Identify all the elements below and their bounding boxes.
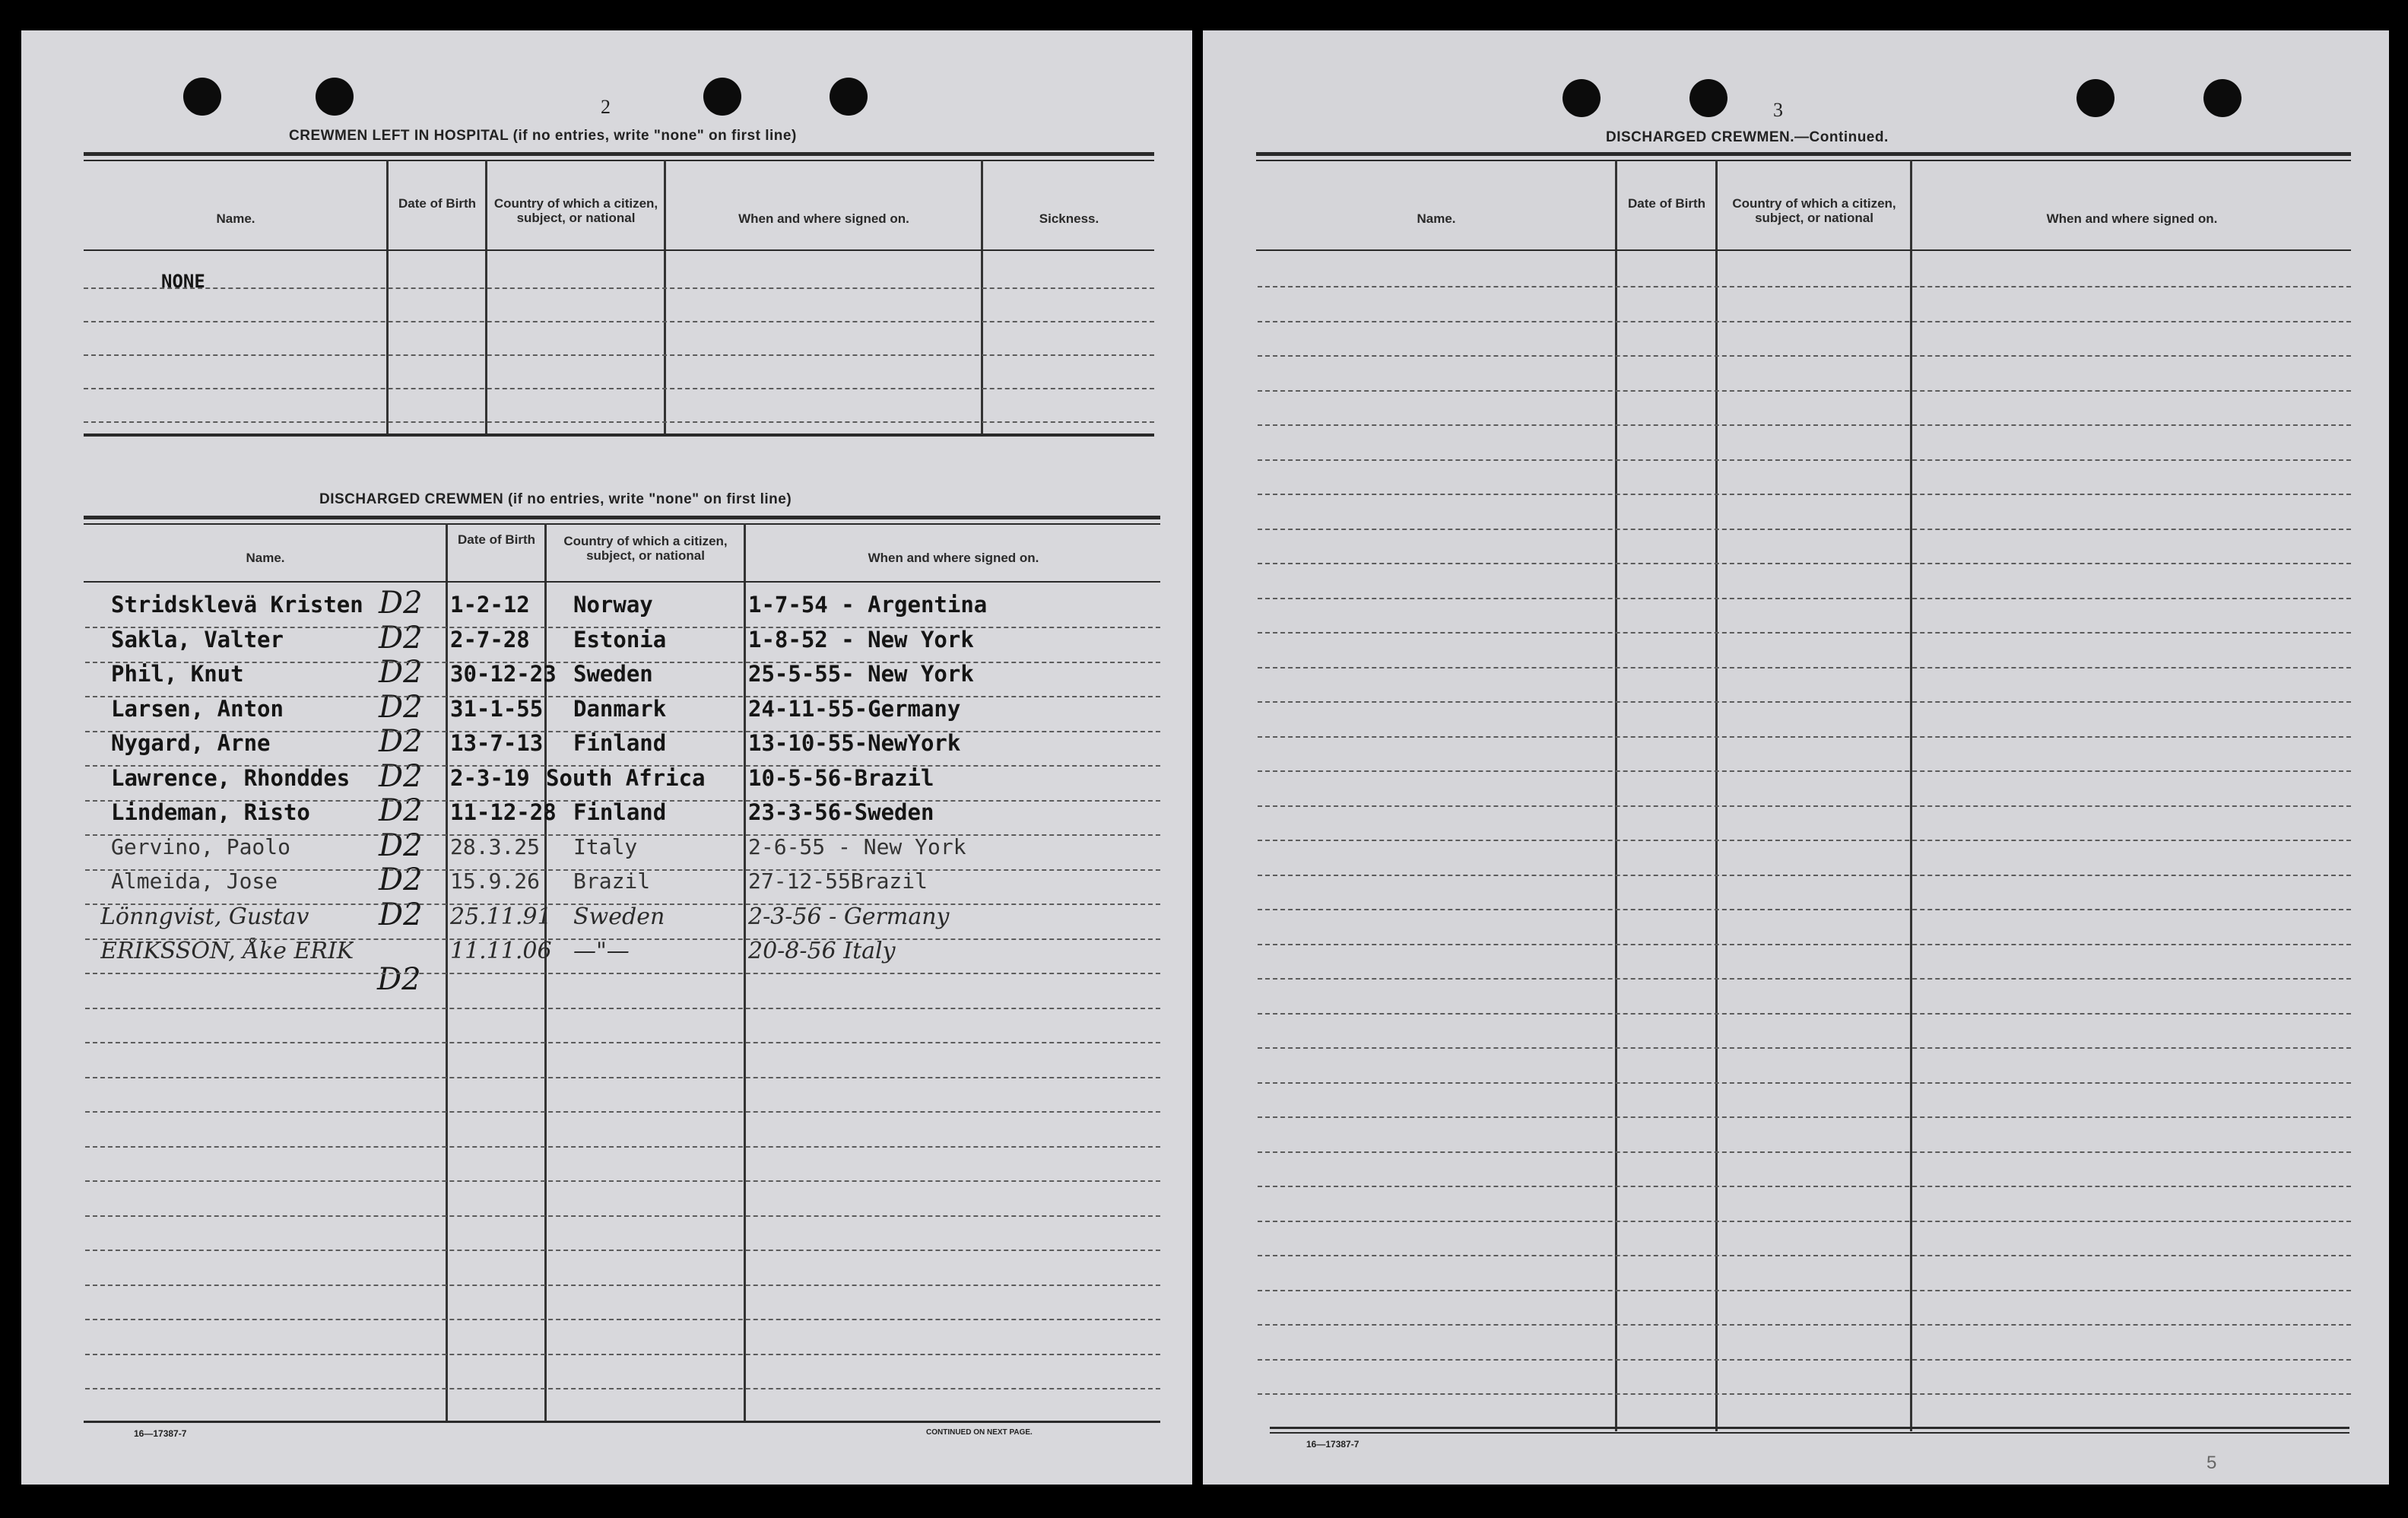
discharge-mark: D2 — [379, 724, 423, 759]
crew-country: Finland — [573, 799, 667, 825]
form-line — [85, 938, 1160, 940]
col-name-header: Name. — [1417, 211, 1456, 226]
discharge-mark: D2 — [379, 621, 423, 656]
crew-signed-on: 27-12-55Brazil — [748, 869, 928, 894]
form-line — [85, 1180, 1160, 1182]
form-line — [85, 765, 1160, 767]
crew-dob: 2-7-28 — [450, 627, 530, 653]
form-line — [84, 321, 1154, 322]
column-divider — [664, 160, 666, 437]
form-line — [84, 388, 1154, 389]
col-signed-header: When and where signed on. — [868, 551, 1039, 565]
crew-signed-on: 1-7-54 - Argentina — [748, 592, 988, 618]
crew-signed-on: 1-8-52 - New York — [748, 627, 974, 653]
form-number: 16—17387-7 — [134, 1428, 187, 1439]
form-line — [85, 973, 1160, 974]
form-line — [1258, 494, 2351, 495]
form-line — [85, 1111, 1160, 1113]
punch-hole — [830, 78, 868, 116]
form-line — [85, 1250, 1160, 1251]
crew-dob: 11.11.06 — [450, 938, 552, 964]
top-rule — [1256, 152, 2351, 156]
header-rule — [84, 581, 1160, 583]
top-rule-thin — [84, 160, 1154, 161]
form-line — [85, 1388, 1160, 1389]
column-divider — [446, 523, 448, 1421]
crew-country: —"— — [573, 938, 630, 964]
crew-dob: 28.3.25 — [450, 834, 541, 859]
hospital-none-entry: NONE — [161, 271, 205, 292]
top-rule-thin — [84, 523, 1160, 525]
form-line — [1258, 701, 2351, 703]
form-line — [84, 287, 1154, 289]
form-line — [1258, 875, 2351, 876]
discharge-mark: D2 — [379, 793, 423, 828]
crew-dob: 2-3-19 — [450, 765, 530, 791]
form-line — [85, 1354, 1160, 1355]
discharge-mark: D2 — [379, 897, 423, 932]
form-line — [1258, 1290, 2351, 1291]
crew-dob: 15.9.26 — [450, 869, 541, 894]
form-line — [1258, 1221, 2351, 1222]
col-country-header: Country of which a citizen, subject, or national — [493, 196, 658, 225]
form-line — [85, 834, 1160, 836]
form-line — [1258, 1186, 2351, 1187]
crew-name: Larsen, Anton — [111, 696, 284, 722]
crew-signed-on: 2-3-56 - Germany — [748, 903, 950, 930]
form-line — [85, 662, 1160, 663]
crew-name: Stridsklevä Kristen — [111, 592, 363, 618]
left-page — [21, 30, 1192, 1485]
discharge-mark: D2 — [379, 759, 423, 794]
form-line — [85, 696, 1160, 697]
col-country-header: Country of which a citizen, subject, or national — [1732, 196, 1896, 225]
crew-signed-on: 2-6-55 - New York — [748, 834, 966, 859]
crew-country: Brazil — [573, 869, 651, 894]
column-divider — [981, 160, 983, 437]
bottom-rule-thin — [1270, 1432, 2349, 1434]
form-line — [1258, 736, 2351, 738]
form-line — [85, 1285, 1160, 1286]
punch-hole — [183, 78, 221, 116]
column-divider — [1615, 160, 1617, 1431]
crew-country: Sweden — [573, 661, 653, 687]
form-line — [1258, 286, 2351, 287]
discharge-mark: D2 — [377, 962, 421, 997]
crew-dob: 25.11.91 — [450, 903, 552, 930]
crew-country: Estonia — [573, 627, 667, 653]
column-divider — [386, 160, 389, 437]
col-sickness-header: Sickness. — [1039, 211, 1099, 226]
form-line — [1258, 978, 2351, 980]
crew-signed-on: 10-5-56-Brazil — [748, 765, 934, 791]
form-line — [84, 421, 1154, 423]
top-rule — [84, 152, 1154, 156]
form-line — [1258, 1013, 2351, 1015]
col-dob-header: Date of Birth — [458, 532, 535, 547]
form-line — [85, 1146, 1160, 1148]
col-dob-header: Date of Birth — [1628, 196, 1705, 211]
form-line — [1258, 909, 2351, 910]
crew-name: Sakla, Valter — [111, 627, 284, 653]
col-signed-header: When and where signed on. — [738, 211, 909, 226]
form-line — [1258, 1047, 2351, 1049]
discharged-section-title: DISCHARGED CREWMEN (if no entries, write "none" on first line) — [319, 491, 792, 507]
crew-dob: 30-12-23 — [450, 661, 557, 687]
form-line — [1258, 770, 2351, 772]
col-dob-header: Date of Birth — [398, 196, 476, 211]
form-line — [1258, 1082, 2351, 1084]
corner-mark: 5 — [2207, 1453, 2217, 1473]
column-divider — [744, 523, 746, 1421]
form-line — [85, 1042, 1160, 1043]
header-rule — [1256, 249, 2351, 251]
form-line — [85, 1319, 1160, 1320]
form-line — [1258, 1359, 2351, 1361]
crew-dob: 31-1-55 — [450, 696, 544, 722]
crew-signed-on: 24-11-55-Germany — [748, 696, 961, 722]
page-number: 3 — [1773, 99, 1783, 121]
column-divider — [1715, 160, 1718, 1431]
punch-hole — [2203, 79, 2241, 117]
bottom-rule — [84, 1421, 1160, 1423]
form-line — [85, 731, 1160, 732]
top-rule-thin — [1256, 160, 2351, 161]
form-line — [85, 1008, 1160, 1009]
form-line — [1258, 1116, 2351, 1118]
form-line — [85, 869, 1160, 871]
right-page — [1203, 30, 2389, 1485]
crew-country: South Africa — [546, 765, 706, 791]
form-line — [85, 627, 1160, 628]
col-signed-header: When and where signed on. — [2046, 211, 2218, 226]
continued-note: CONTINUED ON NEXT PAGE. — [926, 1428, 1033, 1437]
form-line — [1258, 840, 2351, 841]
form-line — [1258, 598, 2351, 599]
form-line — [85, 1077, 1160, 1078]
crew-name: Lawrence, Rhonddes — [111, 765, 351, 791]
form-line — [1258, 355, 2351, 357]
form-line — [1258, 390, 2351, 392]
form-line — [1258, 805, 2351, 807]
header-rule — [84, 249, 1154, 251]
crew-signed-on: 23-3-56-Sweden — [748, 799, 934, 825]
form-line — [1258, 459, 2351, 461]
form-line — [1258, 1393, 2351, 1395]
col-name-header: Name. — [246, 551, 285, 565]
form-line — [1258, 529, 2351, 530]
crew-signed-on: 20-8-56 Italy — [748, 938, 896, 964]
crew-dob: 13-7-13 — [450, 730, 544, 756]
column-divider — [544, 523, 547, 1421]
crew-name: Lönngvist, Gustav — [100, 903, 309, 930]
form-line — [1258, 632, 2351, 634]
punch-hole — [1689, 79, 1727, 117]
discharge-mark: D2 — [379, 655, 423, 690]
col-country-header: Country of which a citizen, subject, or national — [563, 534, 728, 563]
form-line — [84, 354, 1154, 356]
form-line — [1258, 1151, 2351, 1153]
crew-dob: 11-12-28 — [450, 799, 557, 825]
section-end-rule — [84, 433, 1154, 437]
punch-hole — [1563, 79, 1601, 117]
punch-hole — [703, 78, 741, 116]
discharge-mark: D2 — [379, 586, 423, 621]
discharge-mark: D2 — [379, 828, 423, 863]
crew-name: Nygard, Arne — [111, 730, 271, 756]
column-divider — [1910, 160, 1912, 1431]
hospital-section-title: CREWMEN LEFT IN HOSPITAL (if no entries, write "none" on first line) — [289, 128, 797, 144]
column-divider — [485, 160, 487, 437]
form-line — [85, 800, 1160, 802]
crew-signed-on: 25-5-55- New York — [748, 661, 974, 687]
form-line — [1258, 667, 2351, 668]
form-line — [1258, 1324, 2351, 1326]
crew-country: Finland — [573, 730, 667, 756]
crew-dob: 1-2-12 — [450, 592, 530, 618]
crew-name: Lindeman, Risto — [111, 799, 310, 825]
crew-name: Phil, Knut — [111, 661, 244, 687]
crew-country: Norway — [573, 592, 653, 618]
form-number: 16—17387-7 — [1306, 1439, 1359, 1450]
form-line — [85, 903, 1160, 905]
punch-hole — [316, 78, 354, 116]
form-line — [1258, 1255, 2351, 1256]
form-line — [1258, 424, 2351, 426]
form-line — [1258, 944, 2351, 945]
form-line — [1258, 563, 2351, 564]
punch-hole — [2076, 79, 2115, 117]
crew-country: Sweden — [573, 903, 665, 930]
page-title: DISCHARGED CREWMEN.—Continued. — [1606, 129, 1889, 145]
crew-name: ERIKSSON, Åke ERIK — [100, 938, 354, 964]
crew-name: Gervino, Paolo — [111, 834, 291, 859]
page-number: 2 — [601, 96, 611, 118]
discharge-mark: D2 — [379, 690, 423, 725]
bottom-rule — [1270, 1427, 2349, 1429]
crew-signed-on: 13-10-55-NewYork — [748, 730, 961, 756]
form-line — [1258, 321, 2351, 322]
form-line — [85, 1215, 1160, 1217]
col-name-header: Name. — [216, 211, 255, 226]
discharge-mark: D2 — [379, 862, 423, 897]
top-rule — [84, 516, 1160, 519]
crew-name: Almeida, Jose — [111, 869, 278, 894]
crew-country: Italy — [573, 834, 638, 859]
crew-country: Danmark — [573, 696, 667, 722]
